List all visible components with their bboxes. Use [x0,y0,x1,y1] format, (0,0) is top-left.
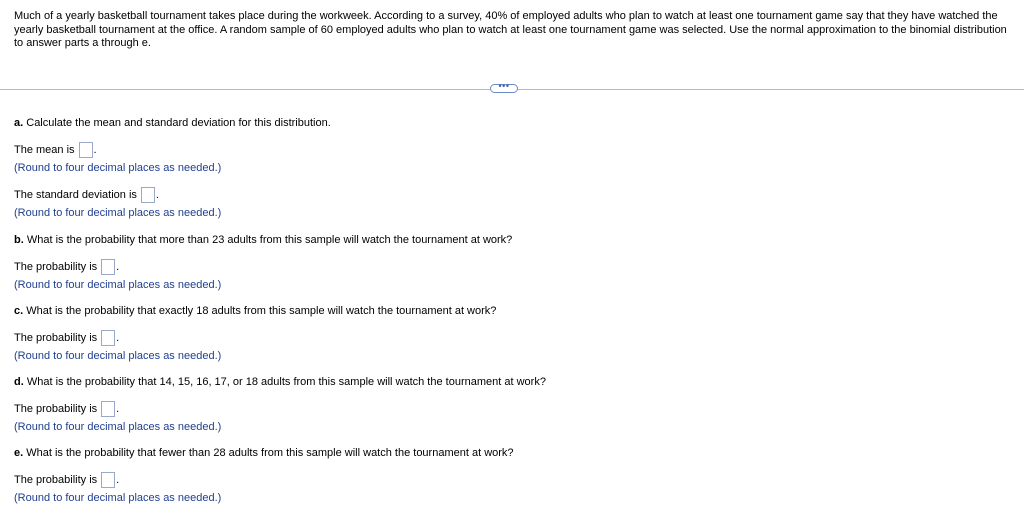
part-c-question: c. What is the probability that exactly 18 adults from this sample will watch the tournament at work? [14,305,497,317]
part-e-answer-row [14,472,119,488]
more-dots-icon: ••• [498,81,510,91]
sd-period: . [155,189,159,201]
part-c-answer-row [14,330,119,346]
part-d-rounding-hint: (Round to four decimal places as needed.) [14,421,222,433]
part-a-sd-row [14,187,159,203]
sd-rounding-hint: (Round to four decimal places as needed.) [14,207,222,219]
mean-period: . [93,144,97,156]
part-e-rounding-hint: (Round to four decimal places as needed.) [14,492,222,504]
part-d-period: . [116,403,120,415]
part-e-answer-input[interactable] [101,472,115,488]
sd-answer-input[interactable] [141,187,155,203]
part-b-question: b. What is the probability that more than 23 adults from this sample will watch the tournament at work? [14,234,513,246]
part-b-answer-input[interactable] [101,259,115,275]
part-e-question: e. What is the probability that fewer than 28 adults from this sample will watch the tournament at work? [14,447,514,459]
mean-answer-input[interactable] [79,142,93,158]
problem-statement: Much of a yearly basketball tournament takes place during the workweek. According to a survey, 40% of employed adults who plan to watch at least one tournament game say that they have watched the yearly basketball tournament at the office. A random sample of 60 employed adults who plan to watch at least one tournament game was selected. Use the normal approximation to the binomial distribution to answer parts a through e. [14,10,1007,49]
part-b-answer-row [14,259,119,275]
part-b-label: The probability is [14,261,98,273]
part-e-label: The probability is [14,474,98,486]
part-d-label: The probability is [14,403,98,415]
part-d-answer-input[interactable] [101,401,115,417]
part-a-mean-row [14,142,97,158]
part-d-question: d. What is the probability that 14, 15, 16, 17, or 18 adults from this sample will watch the tournament at work? [14,376,546,388]
part-c-answer-input[interactable] [101,330,115,346]
part-c-rounding-hint: (Round to four decimal places as needed.) [14,350,222,362]
mean-label: The mean is [14,144,75,156]
expand-more-button[interactable] [490,81,518,93]
part-b-rounding-hint: (Round to four decimal places as needed.) [14,279,222,291]
mean-rounding-hint: (Round to four decimal places as needed.) [14,162,222,174]
part-c-label: The probability is [14,332,98,344]
part-d-answer-row [14,401,119,417]
sd-label: The standard deviation is [14,189,137,201]
part-e-period: . [116,474,120,486]
part-a-question: a. Calculate the mean and standard deviation for this distribution. [14,117,331,129]
part-b-period: . [116,261,120,273]
part-c-period: . [116,332,120,344]
